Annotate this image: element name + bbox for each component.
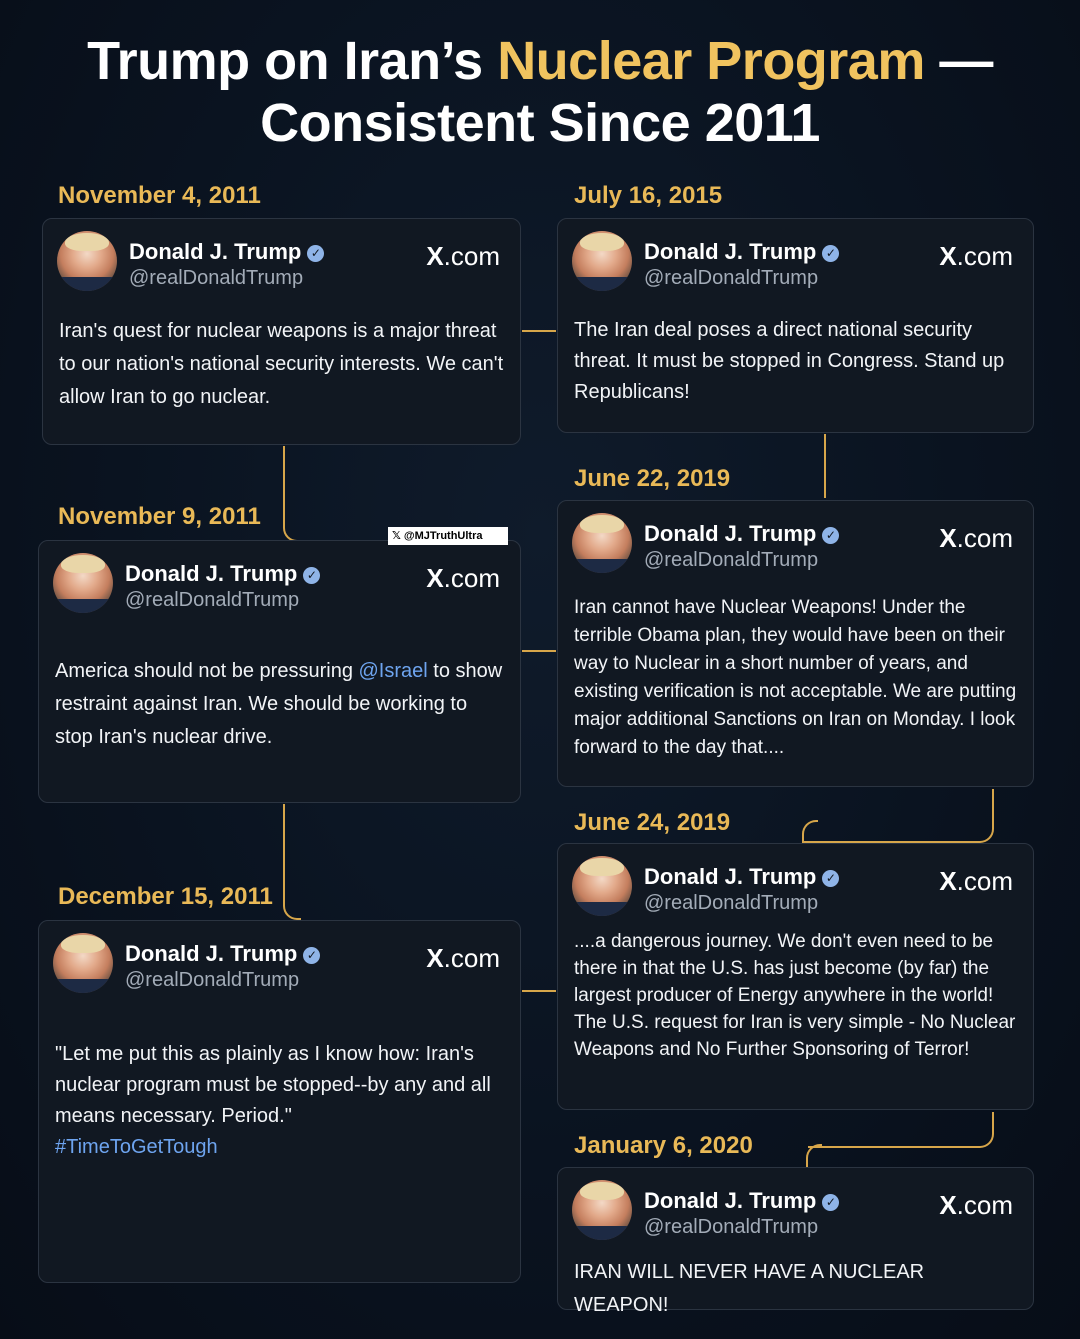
author-name-text: Donald J. Trump xyxy=(125,561,298,586)
author-name xyxy=(129,239,324,265)
author-name-text: Donald J. Trump xyxy=(644,1188,817,1213)
tweet-text-part: America should not be pressuring xyxy=(55,660,359,682)
author-name xyxy=(125,561,320,587)
author-name xyxy=(125,941,320,967)
title-dash: — xyxy=(924,31,993,91)
tweet-card[interactable] xyxy=(557,218,1034,433)
author-name xyxy=(644,1188,839,1214)
tweet-card[interactable] xyxy=(557,500,1034,787)
source-label xyxy=(939,1190,1013,1221)
avatar xyxy=(572,231,632,291)
tweet-card[interactable] xyxy=(557,1167,1034,1316)
source-domain: .com xyxy=(443,943,500,973)
tweet-date: June 24, 2019 xyxy=(574,809,731,836)
verified-badge-icon: ✓ xyxy=(822,870,839,887)
tweet-date: January 6, 2020 xyxy=(574,1132,753,1159)
author-handle: @realDonaldTrump xyxy=(644,1216,819,1238)
author-handle: @realDonaldTrump xyxy=(125,969,300,991)
x-logo-icon: X xyxy=(426,241,444,271)
avatar xyxy=(572,1180,632,1240)
tweet-text: Iran cannot have Nuclear Weapons! Under the terrible Obama plan, they would have been on their way to Nuclear in a short number of years, and existing verification is not acceptable. We are putting major additional Sanctions on Iran on Monday. I look forward to the day that.... xyxy=(574,597,1017,758)
author-handle: @realDonaldTrump xyxy=(644,892,819,914)
x-logo-icon: X xyxy=(939,241,957,271)
source-label xyxy=(939,523,1013,554)
tweet-text xyxy=(55,1039,506,1163)
title-line-1 xyxy=(0,30,1080,92)
verified-badge-icon: ✓ xyxy=(303,947,320,964)
title-text: Trump on Iran’s xyxy=(87,31,498,91)
source-label xyxy=(426,943,500,974)
avatar xyxy=(572,513,632,573)
connector xyxy=(522,650,556,652)
connector xyxy=(283,446,303,542)
x-logo-icon: X xyxy=(939,866,957,896)
source-label xyxy=(939,241,1013,272)
tweet-card[interactable] xyxy=(38,920,521,1283)
source-domain: .com xyxy=(956,1190,1013,1220)
verified-badge-icon: ✓ xyxy=(822,1194,839,1211)
verified-badge-icon: ✓ xyxy=(303,567,320,584)
watermark-text: @MJTruthUltra xyxy=(403,530,483,542)
tweet-text-part: "Let me put this as plainly as I know how: Iran's nuclear program must be stopped--by any and all means necessary. Period." xyxy=(55,1043,491,1127)
author-handle: @realDonaldTrump xyxy=(644,549,819,571)
tweet-date: November 4, 2011 xyxy=(58,182,261,209)
tweet-date: June 22, 2019 xyxy=(574,465,731,492)
verified-badge-icon: ✓ xyxy=(822,245,839,262)
source-domain: .com xyxy=(956,866,1013,896)
tweet-card[interactable] xyxy=(557,843,1034,1110)
author-name xyxy=(644,521,839,547)
tweet-text: Iran's quest for nuclear weapons is a major threat to our nation's national security interests. We can't allow Iran to go nuclear. xyxy=(59,320,504,408)
x-logo-icon: X xyxy=(939,523,957,553)
avatar xyxy=(57,231,117,291)
source-domain: .com xyxy=(443,563,500,593)
tweet-card[interactable] xyxy=(38,540,521,803)
tweet-text: ....a dangerous journey. We don't even need to be there in that the U.S. has just become (by far) the largest producer of Energy anywhere in the world! The U.S. request for Iran is very simple - No Nuclear Weapons and No Further Sponsoring of Terror! xyxy=(574,931,1016,1060)
x-logo-icon: X xyxy=(426,563,444,593)
tweet-date: July 16, 2015 xyxy=(574,182,723,209)
author-name-text: Donald J. Trump xyxy=(125,941,298,966)
author-handle: @realDonaldTrump xyxy=(129,267,304,289)
verified-badge-icon: ✓ xyxy=(822,527,839,544)
connector xyxy=(808,1112,994,1148)
x-logo-icon: 𝕏 xyxy=(392,530,404,542)
source-domain: .com xyxy=(956,241,1013,271)
source-domain: .com xyxy=(443,241,500,271)
connector xyxy=(802,789,994,843)
source-domain: .com xyxy=(956,523,1013,553)
connector xyxy=(522,330,556,332)
tweet-date: November 9, 2011 xyxy=(58,503,261,530)
author-name-text: Donald J. Trump xyxy=(644,864,817,889)
author-handle: @realDonaldTrump xyxy=(125,589,300,611)
author-name-text: Donald J. Trump xyxy=(129,239,302,264)
source-label xyxy=(426,563,500,594)
tweet-text: IRAN WILL NEVER HAVE A NUCLEAR WEAPON! xyxy=(574,1261,925,1316)
connector xyxy=(522,990,556,992)
source-label xyxy=(939,866,1013,897)
watermark xyxy=(388,527,508,545)
hashtag-link[interactable]: #TimeToGetTough xyxy=(55,1136,218,1158)
tweet-date: December 15, 2011 xyxy=(58,883,273,910)
tweet-card[interactable] xyxy=(42,218,521,445)
author-name xyxy=(644,239,839,265)
x-logo-icon: X xyxy=(426,943,444,973)
tweet-text-part: to show restraint against Iran. We should be working to stop Iran's nuclear drive. xyxy=(55,660,503,748)
avatar xyxy=(53,933,113,993)
tweet-text: The Iran deal poses a direct national security threat. It must be stopped in Congress. Stand up Republicans! xyxy=(574,319,1005,403)
title-line-2: Consistent Since 2011 xyxy=(260,93,820,153)
title-highlight: Nuclear Program xyxy=(497,31,925,91)
source-label xyxy=(426,241,500,272)
verified-badge-icon: ✓ xyxy=(307,245,324,262)
connector xyxy=(283,804,301,920)
author-name-text: Donald J. Trump xyxy=(644,521,817,546)
connector xyxy=(824,434,826,498)
author-name-text: Donald J. Trump xyxy=(644,239,817,264)
author-handle: @realDonaldTrump xyxy=(644,267,819,289)
page-title xyxy=(0,30,1080,154)
avatar xyxy=(53,553,113,613)
tweet-text xyxy=(55,655,506,754)
x-logo-icon: X xyxy=(939,1190,957,1220)
author-name xyxy=(644,864,839,890)
mention-link[interactable]: @Israel xyxy=(358,660,428,682)
avatar xyxy=(572,856,632,916)
